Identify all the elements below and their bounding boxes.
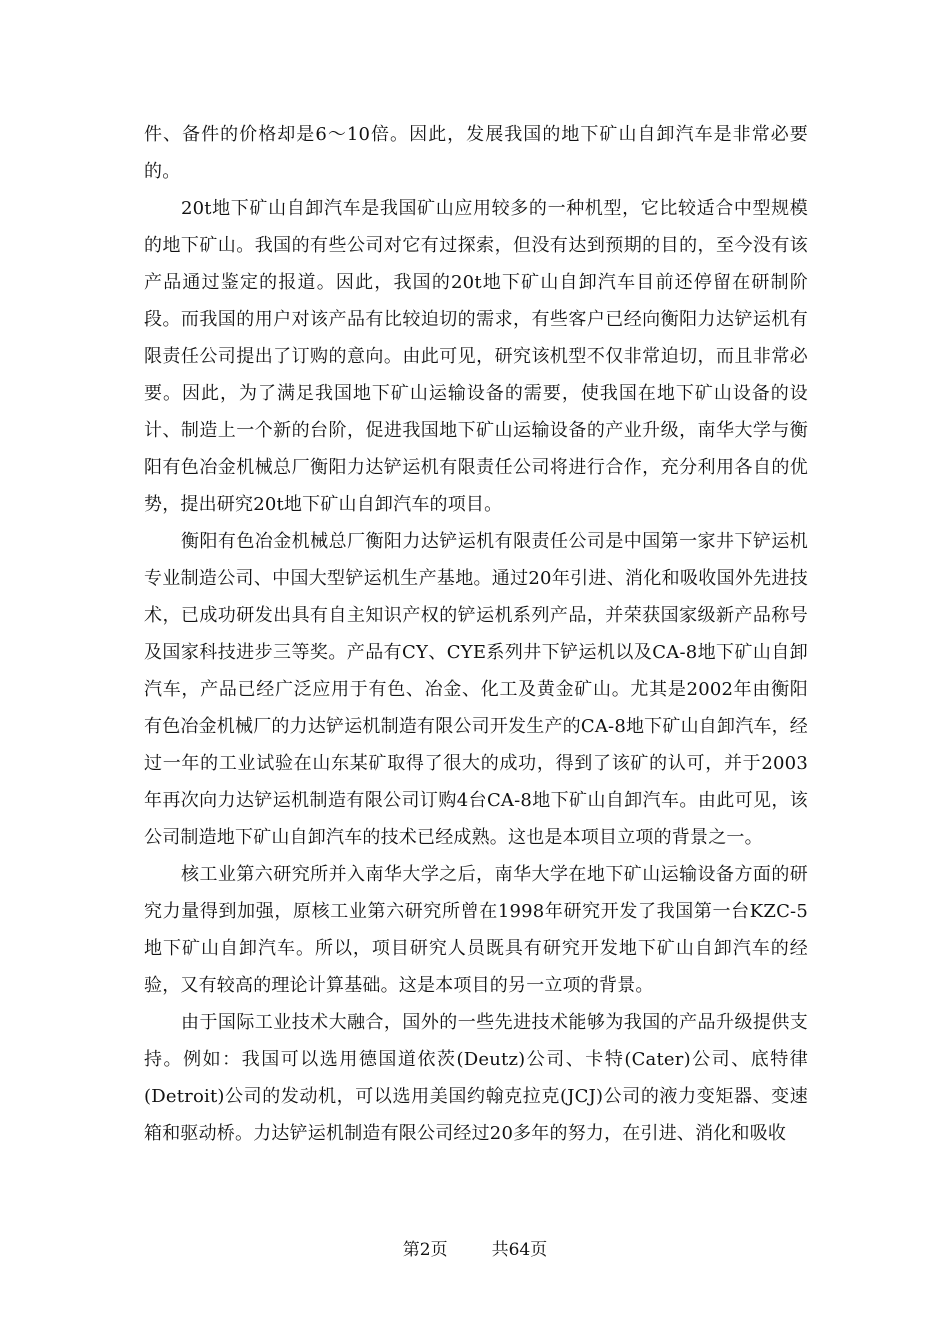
page-footer <box>0 1238 950 1262</box>
page-number: 第2页 <box>402 1240 448 1260</box>
paragraph-research-institute: 核工业第六研究所并入南华大学之后，南华大学在地下矿山运输设备方面的研究力量得到加强，原核工业第六研究所曾在1998年研究开发了我国第一台KZC-5地下矿山自卸汽车。所以，项目研究人员既具有研究开发地下矿山自卸汽车的经验，又有较高的理论计算基础。这是本项目的另一立项的背景。 <box>144 864 808 996</box>
paragraph-company-intro: 衡阳有色冶金机械总厂衡阳力达铲运机有限责任公司是中国第一家井下铲运机专业制造公司、中国大型铲运机生产基地。通过20年引进、消化和吸收国外先进技术，已成功研发出具有自主知识产权的铲运机系列产品，并荣获国家级新产品称号及国家科技进步三等奖。产品有CY、CYE系列井下铲运机以及CA-8地下矿山自卸汽车，产品已经广泛应用于有色、冶金、化工及黄金矿山。尤其是2002年由衡阳有色冶金机械厂的力达铲运机制造有限公司开发生产的CA-8地下矿山自卸汽车，经过一年的工业试验在山东某矿取得了很大的成功，得到了该矿的认可，并于2003年再次向力达铲运机制造有限公司订购4台CA-8地下矿山自卸汽车。由此可见，该公司制造地下矿山自卸汽车的技术已经成熟。这也是本项目立项的背景之一。 <box>144 531 808 848</box>
document-body <box>144 116 808 1152</box>
page-total: 共64页 <box>491 1240 548 1260</box>
paragraph-20t-background: 20t地下矿山自卸汽车是我国矿山应用较多的一种机型，它比较适合中型规模的地下矿山。我国的有些公司对它有过探索，但没有达到预期的目的，至今没有该产品通过鉴定的报道。因此，我国的20t地下矿山自卸汽车目前还停留在研制阶段。而我国的用户对该产品有比较迫切的需求，有些客户已经向衡阳力达铲运机有限责任公司提出了订购的意向。由此可见，研究该机型不仅非常迫切，而且非常必要。因此，为了满足我国地下矿山运输设备的需要，使我国在地下矿山设备的设计、制造上一个新的台阶，促进我国地下矿山运输设备的产业升级，南华大学与衡阳有色冶金机械总厂衡阳力达铲运机有限责任公司将进行合作，充分利用各自的优势，提出研究20t地下矿山自卸汽车的项目。 <box>144 198 808 515</box>
paragraph-international-tech: 由于国际工业技术大融合，国外的一些先进技术能够为我国的产品升级提供支持。例如：我国可以选用德国道依茨(Deutz)公司、卡特(Cater)公司、底特律(Detroit)公司的发动机，可以选用美国约翰克拉克(JCJ)公司的液力变矩器、变速箱和驱动桥。力达铲运机制造有限公司经过20多年的努力，在引进、消化和吸收 <box>144 1012 808 1144</box>
paragraph-continued: 件、备件的价格却是6～10倍。因此，发展我国的地下矿山自卸汽车是非常必要的。 <box>144 124 808 182</box>
